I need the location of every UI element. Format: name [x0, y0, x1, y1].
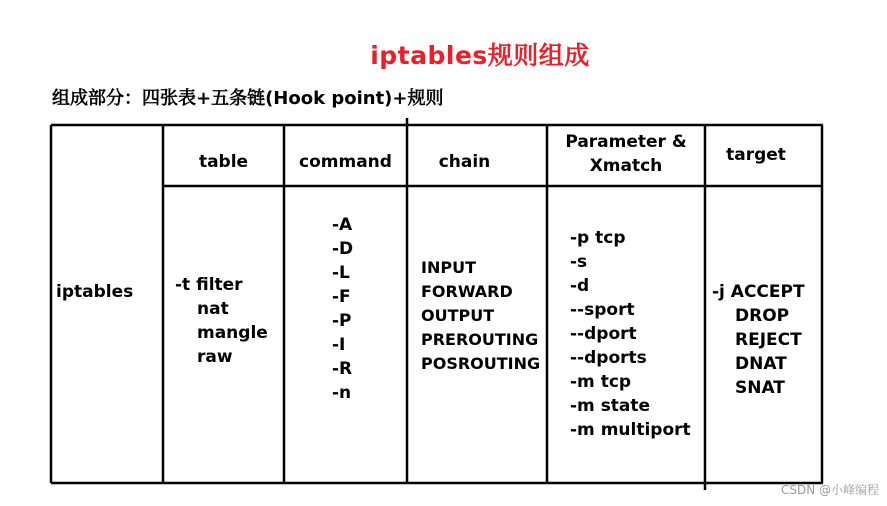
row-label-iptables: iptables [56, 282, 134, 302]
list-item-chain: INPUT [421, 258, 476, 277]
list-item-param: --sport [570, 300, 635, 320]
list-item-command: -L [332, 263, 350, 283]
tables-list [175, 273, 268, 369]
header-parameter-line1: Parameter & [565, 132, 687, 152]
list-item-param: -m multiport [570, 420, 691, 440]
list-item-param: --dports [570, 348, 647, 368]
diagram-title: iptables规则组成 [370, 41, 590, 70]
commands-list [332, 213, 353, 405]
list-item-command: -F [332, 287, 351, 307]
list-item-param: --dport [570, 324, 637, 344]
header-chain: chain [438, 152, 491, 172]
list-item-command: -P [332, 311, 352, 331]
header-parameter [547, 130, 705, 178]
list-item-command: -R [332, 359, 353, 379]
chains-list [421, 256, 540, 376]
targets-list [712, 280, 805, 400]
list-item-target: SNAT [735, 378, 785, 398]
list-item-param: -s [570, 252, 588, 272]
header-command: command [299, 152, 392, 172]
list-item-chain: POSROUTING [421, 354, 541, 373]
list-item-chain: FORWARD [421, 282, 513, 301]
list-item-command: -n [332, 383, 352, 403]
list-item-table: mangle [197, 323, 268, 343]
diagram-subtitle: 组成部分：四张表+五条链(Hook point)+规则 [52, 88, 444, 109]
list-item-command: -A [332, 215, 353, 235]
list-item-param: -m tcp [570, 372, 632, 392]
list-item-param: -d [570, 276, 590, 296]
header-table: table [198, 152, 249, 172]
header-parameter-line2: Xmatch [589, 156, 663, 176]
list-item-chain: PREROUTING [421, 330, 539, 349]
list-item-target: REJECT [735, 330, 802, 350]
list-item-target: DROP [735, 306, 790, 326]
list-item-param: -m state [570, 396, 651, 416]
list-item-chain: OUTPUT [421, 306, 495, 325]
list-item-table: raw [197, 347, 233, 367]
list-item-command: -D [332, 239, 354, 259]
list-item-param: -p tcp [570, 228, 626, 248]
list-item-table: -t filter [175, 275, 243, 295]
list-item-table: nat [197, 299, 229, 319]
watermark: CSDN @小峰编程 [780, 483, 879, 497]
list-item-command: -I [332, 335, 346, 355]
list-item-target: -j ACCEPT [712, 282, 805, 302]
params-list [570, 226, 691, 442]
header-target: target [726, 145, 786, 165]
list-item-target: DNAT [735, 354, 787, 374]
